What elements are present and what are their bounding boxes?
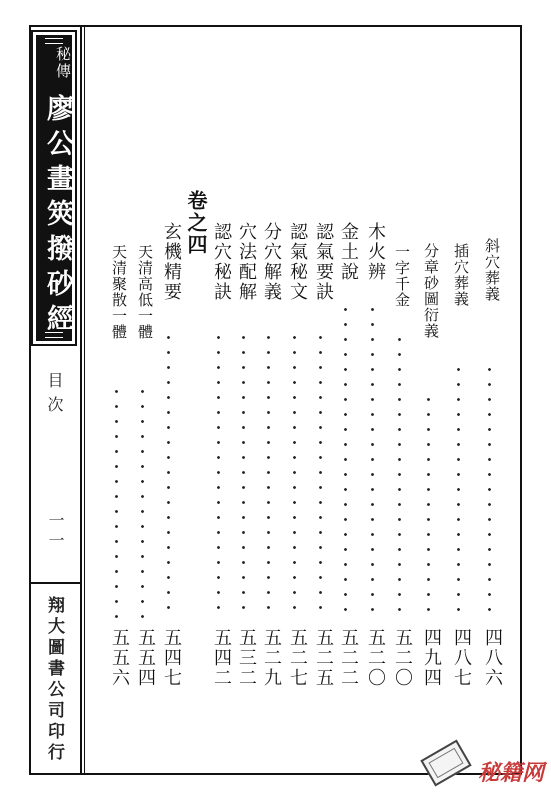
banner-top-ornament [45,38,63,44]
leader-dots [217,330,220,618]
toc-entry-title: 穴法配解 [236,222,257,302]
toc-entry-page: 五五六 [109,628,130,688]
leader-dots [371,302,374,618]
book-title: 廖公畫筴撥砂經 [42,94,73,339]
toc-entry [132,0,156,799]
book-title-banner [31,30,77,346]
publisher-separator [31,582,81,584]
volume-heading [183,0,207,799]
toc-entry [479,0,503,799]
toc-entry [418,0,442,799]
toc-entry-page: 五三二 [236,628,257,688]
publisher-name: 翔大圖書公司印行 [44,596,64,764]
toc-entry-title: 金土說 [338,222,359,282]
toc-entry-title: 分章砂圖衍義 [422,243,440,339]
toc-entry-title: 玄機精要 [161,222,182,302]
toc-entry-page: 四八六 [482,628,503,688]
toc-entry [389,0,413,799]
toc-entry-page: 五二五 [313,628,334,688]
leader-dots [167,330,170,618]
toc-entry-page: 五二〇 [392,628,413,688]
toc-entry-title: 天清高低一體 [136,244,154,340]
toc-entry-page: 五二二 [338,628,359,688]
toc-entry [310,0,334,799]
leader-dots [319,330,322,618]
toc-entry-page: 五二九 [261,628,282,688]
toc-entry-title: 插穴葬義 [452,243,470,307]
leader-dots [141,384,144,618]
sidebar-divider [80,25,82,775]
leader-dots [115,384,118,618]
toc-entry [233,0,257,799]
toc-entry-title: 分穴解義 [261,222,282,302]
toc-entry-page: 五四七 [161,628,182,688]
toc-entry [362,0,386,799]
leader-dots [427,392,430,618]
toc-entry [258,0,282,799]
toc-entry [448,0,472,799]
leader-dots [242,330,245,618]
toc-entry-page: 五四二 [211,628,232,688]
toc-entry-page: 四八七 [451,628,472,688]
toc-entry-title: 一字千金 [393,244,411,308]
toc-entry-title: 木火辨 [365,222,386,282]
toc-entry-title: 認穴秘訣 [211,222,232,302]
sidebar-divider-inner [84,25,85,775]
toc-entry-title: 天清聚散一體 [110,244,128,340]
leader-dots [293,330,296,618]
toc-entry-page: 五五四 [135,628,156,688]
book-subtitle: 秘傳 [54,46,72,80]
sidebar-page-number: 一一 [46,512,65,552]
watermark: 秘籍网 [478,761,545,786]
toc-entry [158,0,182,799]
toc-entry-title: 斜穴葬義 [483,238,501,302]
toc-entry [335,0,359,799]
leader-dots [488,362,491,618]
leader-dots [398,332,401,618]
toc-entry [208,0,232,799]
leader-dots [344,302,347,618]
section-label: 目次 [45,372,64,420]
toc-entry-page: 四九四 [421,628,442,688]
toc-entry [106,0,130,799]
volume-title: 卷之四 [184,190,208,256]
toc-entry-page: 五二七 [287,628,308,688]
leader-dots [267,330,270,618]
toc-entry-title: 認氣秘文 [287,222,308,302]
banner-bottom-ornament [45,332,63,338]
banner-fill [36,35,72,341]
toc-entry-page: 五二〇 [365,628,386,688]
leader-dots [457,362,460,618]
toc-entry-title: 認氣要訣 [313,222,334,302]
toc-entry [284,0,308,799]
frame-right-rule [520,25,522,775]
